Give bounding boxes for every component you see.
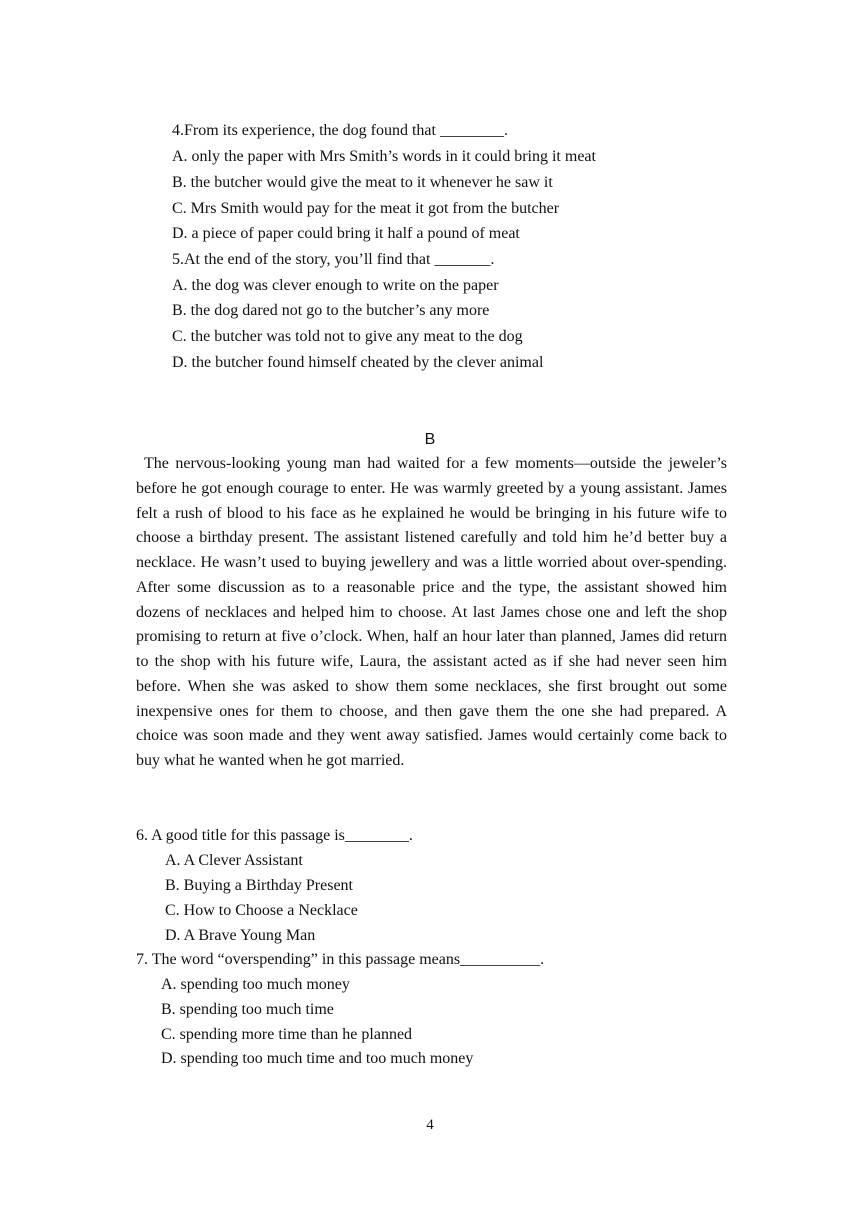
page-number: 4 bbox=[426, 1117, 434, 1133]
question-4-option-c: C. Mrs Smith would pay for the meat it got from the butcher bbox=[172, 200, 560, 217]
section-b-heading: B bbox=[424, 431, 436, 448]
question-7-stem: 7. The word “overspending” in this passage means__________. bbox=[136, 951, 545, 968]
reading-passage: The nervous-looking young man had waited for a few moments—outside the jeweler’s before he got enough courage to enter. He was warmly greeted by a young assistant. James felt a rush of blood to his face as he explained he would be bringing in his future wife to choose a birthday present. The assistant listened carefully and told him he’d better buy a necklace. He wasn’t used to buying jewellery and was a little worried about over-spending. After some discussion as to a reasonable price and the type, the assistant showed him dozens of necklaces and helped him to choose. At last James chose one and left the shop promising to return at five o’clock. When, half an hour later than planned, James did return to the shop with his future wife, Laura, the assistant acted as if she had never seen him before. When she was asked to show them some necklaces, she first brought out some inexpensive ones for them to choose, and then gave them the one she had prepared. A choice was soon made and they went away satisfied. James would certainly come back to buy what he wanted when he got married. bbox=[136, 455, 727, 769]
question-6-option-a: A. A Clever Assistant bbox=[165, 852, 303, 869]
question-6-option-d: D. A Brave Young Man bbox=[165, 927, 316, 944]
question-5-option-b: B. the dog dared not go to the butcher’s any more bbox=[172, 302, 490, 319]
question-7-option-d: D. spending too much time and too much money bbox=[161, 1050, 474, 1067]
question-4-option-d: D. a piece of paper could bring it half a pound of meat bbox=[172, 225, 520, 242]
question-4-stem: 4.From its experience, the dog found that ________. bbox=[172, 122, 508, 139]
question-6-option-c: C. How to Choose a Necklace bbox=[165, 902, 358, 919]
question-5-option-d: D. the butcher found himself cheated by the clever animal bbox=[172, 354, 544, 371]
question-7-option-b: B. spending too much time bbox=[161, 1001, 334, 1018]
question-5-option-c: C. the butcher was told not to give any meat to the dog bbox=[172, 328, 523, 345]
question-4-option-a: A. only the paper with Mrs Smith’s words in it could bring it meat bbox=[172, 148, 596, 165]
question-7-option-c: C. spending more time than he planned bbox=[161, 1026, 413, 1043]
question-5-stem: 5.At the end of the story, you’ll find that _______. bbox=[172, 251, 495, 268]
question-7-option-a: A. spending too much money bbox=[161, 976, 350, 993]
question-4-option-b: B. the butcher would give the meat to it whenever he saw it bbox=[172, 174, 553, 191]
question-5-option-a: A. the dog was clever enough to write on the paper bbox=[172, 277, 499, 294]
question-6-option-b: B. Buying a Birthday Present bbox=[165, 877, 353, 894]
question-6-stem: 6. A good title for this passage is________. bbox=[136, 827, 413, 844]
